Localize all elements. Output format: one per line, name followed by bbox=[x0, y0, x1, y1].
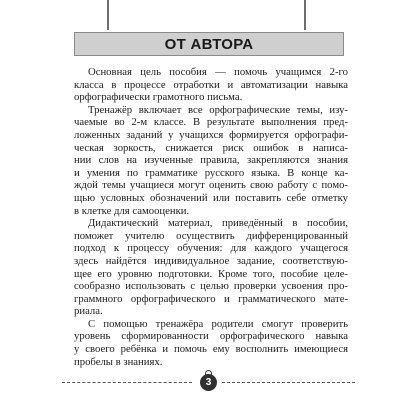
paragraph-2-line: и умения по грамматике русского языка. В конце ка- bbox=[74, 166, 348, 179]
paragraph-2-line: ждой темы учащиеся могут оценить свою работу с помо- bbox=[74, 179, 348, 192]
body-text bbox=[74, 66, 348, 368]
paragraph-2-line: щью условных обозначений или поставить себе отметку bbox=[74, 191, 348, 204]
paragraph-2-line: чаемые во 2-м классе. В результате выполнения пред- bbox=[74, 116, 348, 129]
paragraph-3-line: здесь найдётся индивидуальное задание, соответствую- bbox=[74, 254, 348, 267]
paragraph-3-line: щее его уровню подготовки. Кроме того, пособие целе- bbox=[74, 267, 348, 280]
paragraph-2-line: в клетке для самооценки. bbox=[74, 204, 190, 217]
paragraph-4-line: С помощью тренажёра родители смогут проверить bbox=[88, 317, 348, 330]
paragraph-3-line: подход к процессу обучения: для каждого учащегося bbox=[74, 242, 348, 255]
paragraph-1-line: Основная цель пособия — помочь учащимся 2-го bbox=[88, 66, 348, 78]
paragraph-3-line: граммного орфографического и грамматического мате- bbox=[74, 292, 348, 305]
top-decorative-rule-left bbox=[107, 0, 109, 30]
page-badge-circle bbox=[200, 374, 217, 391]
paragraph-3-line: сообразно использовать с целью проверки усвоения про- bbox=[74, 280, 348, 293]
paragraph-2-line: Тренажёр включает все орфографические темы, изу- bbox=[88, 103, 348, 116]
paragraph-4-line: пробелы в знаниях. bbox=[74, 355, 163, 368]
paragraph-3-line: Дидактический материал, приведённый в пособии, bbox=[88, 217, 348, 230]
section-title: ОТ АВТОРА bbox=[164, 35, 254, 53]
top-decorative-rule-right bbox=[304, 0, 306, 30]
paragraph-3-line: поможет учителю осуществить дифференцированный bbox=[74, 229, 348, 242]
footer-dashed-line-left bbox=[62, 382, 192, 383]
paragraph-2-line: нии слов на изученные правила, закрепляются знания bbox=[74, 154, 348, 167]
footer-dashed-line-right bbox=[222, 382, 355, 383]
page-number-badge bbox=[200, 370, 217, 391]
paragraph-1-line: орфографически грамотного письма. bbox=[74, 91, 243, 104]
paragraph-4-line: уровень сформированности орфографического навыка bbox=[74, 330, 348, 343]
paragraph-2-line: ческая зоркость, снижается риск ошибок в написа- bbox=[74, 141, 348, 154]
paragraph-2-line: ложенных заданий у учащихся формируется орфографи- bbox=[74, 128, 348, 141]
paragraph-4-line: у своего ребёнка и помочь ему восполнить имеющиеся bbox=[74, 343, 348, 356]
page-number: 3 bbox=[205, 377, 212, 388]
paragraph-1-line: класса в процессе отработки и автоматизации навыка bbox=[74, 78, 348, 91]
section-heading-banner bbox=[74, 32, 344, 56]
paragraph-3-line: риала. bbox=[74, 305, 103, 318]
